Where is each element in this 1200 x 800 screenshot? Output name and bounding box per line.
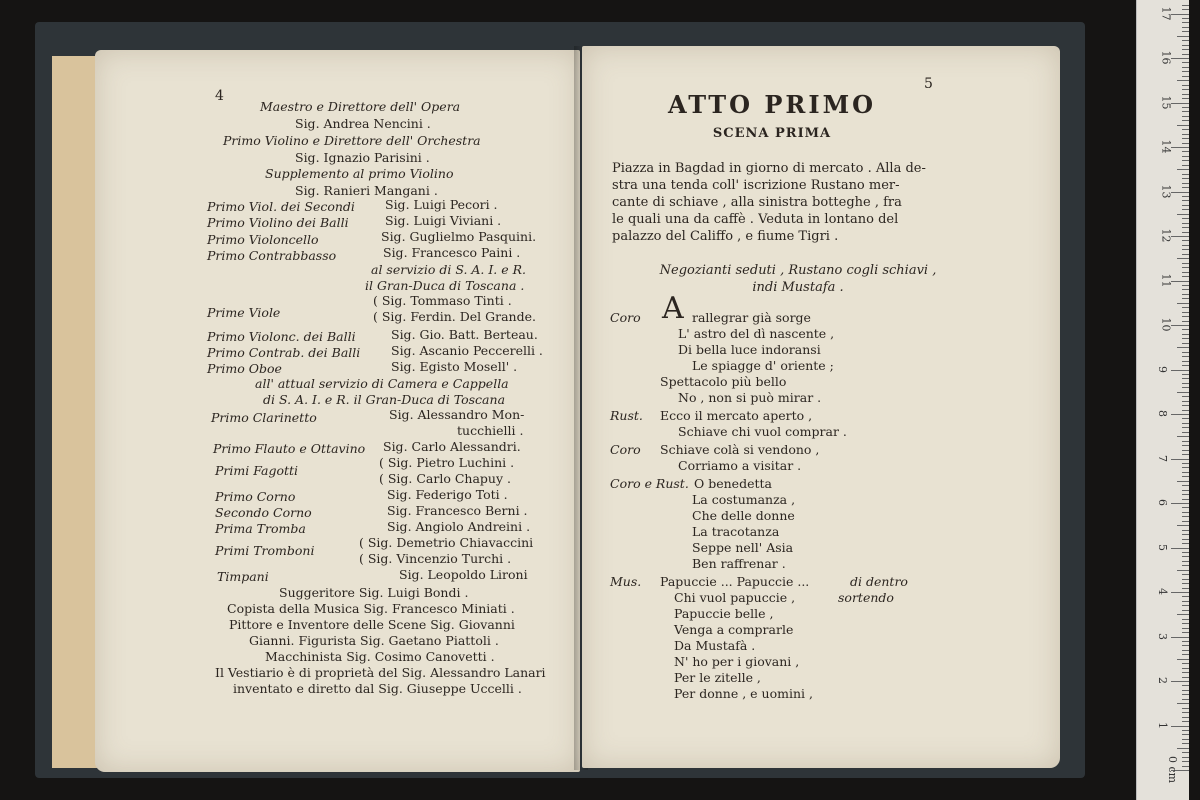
ruler-label: 14 (1159, 139, 1173, 154)
ruler-tick (1171, 503, 1189, 504)
verse-line: N' ho per i giovani , (674, 654, 800, 669)
verse-line: rallegrar già sorge (692, 310, 811, 325)
ruler-tick (1182, 427, 1189, 428)
ruler-tick (1182, 200, 1189, 201)
ruler-tick (1182, 107, 1189, 108)
stage-note: sortendo (838, 590, 894, 605)
ruler-tick (1171, 414, 1189, 415)
speaker: Mus. (610, 574, 642, 589)
ruler-tick (1182, 71, 1189, 72)
ruler-tick (1182, 312, 1189, 313)
ruler-tick (1182, 445, 1189, 446)
verse-line: Schiave chi vuol comprar . (678, 424, 847, 439)
ruler-tick (1182, 187, 1189, 188)
ruler-tick (1182, 694, 1189, 695)
ruler-tick (1182, 583, 1189, 584)
verse-line: Schiave colà si vendono , (660, 442, 820, 457)
ruler-tick (1171, 548, 1189, 549)
ruler-tick (1182, 232, 1189, 233)
role-label: Timpani (217, 569, 269, 584)
verse-line: Chi vuol papuccie , (674, 590, 796, 605)
role-name: ( Sig. Carlo Chapuy . (379, 471, 511, 486)
ruler-tick (1182, 739, 1189, 740)
header-line: Sig. Ranieri Mangani . (295, 183, 438, 198)
ruler-tick (1182, 668, 1189, 669)
ruler-tick (1182, 418, 1189, 419)
role-label: Primo Flauto e Ottavino (213, 441, 366, 456)
ruler-tick (1182, 267, 1189, 268)
header-line: Sig. Ignazio Parisini . (295, 150, 430, 165)
ruler-tick (1182, 205, 1189, 206)
ruler-tick (1182, 76, 1189, 77)
verse-line: No , non si può mirar . (678, 390, 822, 405)
ruler-tick (1177, 36, 1189, 37)
ruler-tick (1182, 677, 1189, 678)
credit-line: Il Vestiario è di proprietà del Sig. Alessandro Lanari (215, 665, 546, 680)
verse-line: Che delle donne (692, 508, 795, 523)
role-label: Primo Contrabbasso (207, 248, 337, 263)
ruler-label: 12 (1159, 228, 1173, 243)
ruler-tick (1177, 748, 1189, 749)
role-name: Sig. Luigi Viviani . (385, 213, 502, 228)
ruler-tick (1171, 236, 1189, 237)
ruler-tick (1171, 58, 1189, 59)
ruler-tick (1182, 120, 1189, 121)
ruler-label: 13 (1159, 184, 1173, 198)
ruler-tick (1182, 752, 1189, 753)
ruler-tick (1177, 570, 1189, 571)
ruler-tick (1177, 392, 1189, 393)
verse-line: Venga a comprarle (674, 622, 794, 637)
ruler-tick (1182, 196, 1189, 197)
ruler-label: 1 (1156, 721, 1169, 729)
ruler-tick (1182, 227, 1189, 228)
ruler-tick (1182, 289, 1189, 290)
role-label: Primo Violoncello (207, 232, 319, 247)
ruler-tick (1182, 223, 1189, 224)
ruler-tick (1182, 494, 1189, 495)
ruler-tick (1182, 298, 1189, 299)
role-label: Primo Contrab. dei Balli (207, 345, 361, 360)
ruler-tick (1182, 654, 1189, 655)
ruler-tick (1171, 192, 1189, 193)
role-name: Sig. Leopoldo Lironi (399, 567, 528, 582)
ruler-tick (1171, 637, 1189, 638)
ruler-tick (1182, 174, 1189, 175)
ruler-tick (1182, 423, 1189, 424)
scene-description (612, 160, 950, 245)
ruler-tick (1182, 143, 1189, 144)
role-name: ( Sig. Pietro Luchini . (379, 455, 515, 470)
speaker: Coro (610, 310, 641, 325)
verse-line: La costumanza , (692, 492, 796, 507)
ruler-tick (1182, 450, 1189, 451)
verse-line: L' astro del dì nascente , (678, 326, 835, 341)
ruler-tick (1182, 209, 1189, 210)
ruler-label: 4 (1156, 588, 1169, 595)
role-label: Secondo Corno (215, 505, 312, 520)
ruler-tick (1182, 178, 1189, 179)
ruler-tick (1182, 743, 1189, 744)
ruler-tick (1182, 766, 1189, 767)
role-label: Primi Tromboni (215, 543, 315, 558)
role-name: ( Sig. Demetrio Chiavaccini (359, 535, 534, 550)
ruler-tick (1182, 383, 1189, 384)
ruler-tick (1182, 601, 1189, 602)
role-label: Primo Corno (215, 489, 296, 504)
ruler-tick (1182, 387, 1189, 388)
verse-line: La tracotanza (692, 524, 780, 539)
ruler-tick (1182, 316, 1189, 317)
ruler-tick (1182, 276, 1189, 277)
ruler-tick (1182, 490, 1189, 491)
ruler-tick (1171, 103, 1189, 104)
stage-direction-line: indi Mustafa . (752, 280, 844, 295)
ruler-tick (1177, 303, 1189, 304)
ruler-tick (1182, 454, 1189, 455)
ruler-tick (1177, 214, 1189, 215)
ruler-tick (1182, 94, 1189, 95)
act-title: ATTO PRIMO (667, 90, 877, 119)
speaker: Rust. (610, 408, 643, 423)
ruler-tick (1182, 521, 1189, 522)
ruler-tick (1182, 18, 1189, 19)
description-line: Piazza in Bagdad in giorno di mercato . Alla de- (612, 161, 926, 176)
speaker: Coro (610, 442, 641, 457)
role-name: Sig. Angiolo Andreini . (387, 519, 531, 534)
ruler-tick (1177, 659, 1189, 660)
ruler-label: 6 (1156, 499, 1169, 506)
ruler-tick (1182, 699, 1189, 700)
ruler-tick (1182, 690, 1189, 691)
ruler-tick (1182, 734, 1189, 735)
ruler-tick (1182, 321, 1189, 322)
ruler-tick (1182, 374, 1189, 375)
ruler-tick (1182, 134, 1189, 135)
verse-line: Seppe nell' Asia (692, 540, 794, 555)
role-name: Sig. Carlo Alessandri. (383, 439, 521, 454)
ruler-tick (1171, 681, 1189, 682)
role-label: Primi Fagotti (215, 463, 299, 478)
ruler-tick (1182, 245, 1189, 246)
role-label: Prima Tromba (215, 521, 306, 536)
role-label: Primo Clarinetto (211, 410, 317, 425)
ruler-label: 2 (1156, 677, 1169, 684)
stage-note: di dentro (850, 574, 908, 589)
ruler-tick (1182, 378, 1189, 379)
ruler-tick (1182, 183, 1189, 184)
role-name: Sig. Egisto Mosell' . (391, 359, 518, 374)
description-line: cante di schiave , alla sinistra botteghe , fra (612, 195, 902, 210)
ruler-tick (1182, 365, 1189, 366)
role-label: Primo Violonc. dei Balli (207, 329, 356, 344)
verse-line: Le spiagge d' oriente ; (692, 358, 834, 373)
ruler-tick (1171, 14, 1189, 15)
credit-line: Suggeritore Sig. Luigi Bondi . (279, 585, 469, 600)
ruler-tick (1177, 80, 1189, 81)
ruler-tick (1182, 160, 1189, 161)
ruler-tick (1182, 463, 1189, 464)
ruler-tick (1182, 129, 1189, 130)
ruler-tick (1177, 481, 1189, 482)
ruler-tick (1182, 534, 1189, 535)
ruler-tick (1182, 285, 1189, 286)
ruler-tick (1182, 272, 1189, 273)
ruler-label: 5 (1156, 543, 1169, 551)
ruler-label: 17 (1159, 6, 1173, 20)
ruler-tick (1182, 338, 1189, 339)
ruler-tick (1182, 329, 1189, 330)
verse-line: Papuccie belle , (674, 606, 774, 621)
measuring-ruler (1136, 0, 1189, 800)
ruler-tick (1171, 147, 1189, 148)
ruler-tick (1182, 294, 1189, 295)
ruler-tick (1182, 730, 1189, 731)
ruler-label: 9 (1156, 365, 1169, 373)
ruler-tick (1182, 40, 1189, 41)
ruler-tick (1182, 650, 1189, 651)
ruler-tick (1182, 685, 1189, 686)
ruler-tick (1182, 240, 1189, 241)
ruler-tick (1177, 169, 1189, 170)
ruler-tick (1182, 610, 1189, 611)
ruler-tick (1182, 307, 1189, 308)
ruler-tick (1182, 396, 1189, 397)
ruler-tick (1182, 565, 1189, 566)
ruler-tick (1182, 263, 1189, 264)
ruler-tick (1182, 552, 1189, 553)
ruler-tick (1182, 116, 1189, 117)
stage-direction-line: Negozianti seduti , Rustano cogli schiavi , (659, 263, 937, 278)
credit-line: Pittore e Inventore delle Scene Sig. Giovanni (229, 617, 515, 632)
ruler-label: 3 (1156, 632, 1169, 640)
ruler-tick (1182, 516, 1189, 517)
header-line: Supplemento al primo Violino (265, 166, 454, 181)
ruler-tick (1182, 54, 1189, 55)
ruler-tick (1182, 588, 1189, 589)
ruler-tick (1182, 579, 1189, 580)
ruler-tick (1182, 619, 1189, 620)
role-name: tucchielli . (457, 423, 524, 438)
verse-line: Papuccie ... Papuccie ... (660, 574, 810, 589)
ruler-label: 7 (1156, 454, 1169, 462)
ruler-tick (1182, 85, 1189, 86)
role-note: all' attual servizio di Camera e Cappella (255, 376, 509, 391)
ruler-tick (1182, 512, 1189, 513)
description-line: le quali una da caffè . Veduta in lontano del (612, 212, 899, 227)
ruler-tick (1182, 22, 1189, 23)
ruler-tick (1177, 258, 1189, 259)
verse-line: Ben raffrenar . (692, 556, 786, 571)
ruler-tick (1182, 441, 1189, 442)
ruler-tick (1182, 98, 1189, 99)
role-name: Sig. Luigi Pecori . (385, 197, 498, 212)
role-name: Sig. Ascanio Peccerelli . (391, 343, 543, 358)
ruler-tick (1171, 592, 1189, 593)
verse-line: Da Mustafà . (674, 638, 756, 653)
ruler-tick (1182, 45, 1189, 46)
ruler-tick (1182, 663, 1189, 664)
ruler-tick (1171, 281, 1189, 282)
ruler-tick (1182, 361, 1189, 362)
verse-line: O benedetta (694, 476, 772, 491)
ruler-tick (1182, 543, 1189, 544)
ruler-tick (1182, 499, 1189, 500)
ruler-label: 8 (1156, 410, 1169, 417)
role-name: Sig. Alessandro Mon- (389, 407, 525, 422)
role-name: Sig. Gio. Batt. Berteau. (391, 327, 538, 342)
ruler-tick (1182, 467, 1189, 468)
ruler-tick (1182, 334, 1189, 335)
ruler-tick (1182, 708, 1189, 709)
ruler-tick (1171, 726, 1189, 727)
right-page (582, 46, 1060, 768)
verse-line: Per le zitelle , (674, 670, 761, 685)
ruler-tick (1182, 356, 1189, 357)
role-note: il Gran-Duca di Toscana . (365, 278, 525, 293)
credit-line: inventato e diretto dal Sig. Giuseppe Uccelli . (233, 681, 522, 696)
ruler-tick (1182, 432, 1189, 433)
ruler-tick (1182, 721, 1189, 722)
ruler-tick (1182, 254, 1189, 255)
ruler-tick (1182, 156, 1189, 157)
ruler-tick (1182, 352, 1189, 353)
ruler-tick (1182, 539, 1189, 540)
ruler-tick (1182, 574, 1189, 575)
role-name: Sig. Federigo Toti . (387, 487, 508, 502)
page-number-left: 4 (215, 88, 224, 104)
ruler-tick (1171, 459, 1189, 460)
role-label: Primo Viol. dei Secondi (207, 199, 355, 214)
ruler-tick (1182, 712, 1189, 713)
ruler-tick (1182, 9, 1189, 10)
description-line: stra una tenda coll' iscrizione Rustano mer- (612, 178, 900, 193)
ruler-label: 0 cm (1166, 755, 1180, 784)
credit-line: Copista della Musica Sig. Francesco Miniati . (227, 601, 515, 616)
ruler-tick (1177, 703, 1189, 704)
ruler-tick (1182, 151, 1189, 152)
ruler-tick (1182, 405, 1189, 406)
ruler-tick (1182, 343, 1189, 344)
ruler-tick (1182, 596, 1189, 597)
role-label: Primo Oboe (207, 361, 282, 376)
ruler-tick (1182, 623, 1189, 624)
ruler-tick (1182, 138, 1189, 139)
ruler-tick (1171, 325, 1189, 326)
header-line: Sig. Andrea Nencini . (295, 116, 431, 131)
speaker: Coro e Rust. (610, 476, 689, 491)
ruler-tick (1182, 410, 1189, 411)
ruler-tick (1182, 605, 1189, 606)
role-label: Prime Viole (207, 305, 281, 320)
ruler-tick (1182, 49, 1189, 50)
ruler-tick (1182, 757, 1189, 758)
verse-line: Di bella luce indoransi (678, 342, 821, 357)
ruler-tick (1182, 632, 1189, 633)
ruler-tick (1182, 561, 1189, 562)
ruler-label: 15 (1159, 95, 1173, 109)
ruler-tick (1182, 27, 1189, 28)
ruler-tick (1182, 645, 1189, 646)
page-number-right: 5 (924, 76, 933, 92)
ruler-tick (1182, 401, 1189, 402)
ruler-tick (1177, 347, 1189, 348)
ruler-tick (1182, 31, 1189, 32)
ruler-tick (1182, 530, 1189, 531)
ruler-tick (1182, 165, 1189, 166)
role-name: ( Sig. Ferdin. Del Grande. (373, 309, 536, 324)
ruler-tick (1182, 485, 1189, 486)
ruler-tick (1182, 218, 1189, 219)
ruler-tick (1182, 476, 1189, 477)
ruler-tick (1182, 89, 1189, 90)
role-name: Sig. Francesco Paini . (383, 245, 521, 260)
ruler-tick (1182, 5, 1189, 6)
role-name: ( Sig. Tommaso Tinti . (373, 293, 512, 308)
verse-line: Corriamo a visitar . (678, 458, 802, 473)
role-name: Sig. Francesco Berni . (387, 503, 528, 518)
verse-line: Per donne , e uomini , (674, 686, 813, 701)
ruler-tick (1171, 370, 1189, 371)
ruler-tick (1177, 525, 1189, 526)
ruler-tick (1182, 472, 1189, 473)
ruler-tick (1177, 125, 1189, 126)
ruler-tick (1182, 641, 1189, 642)
role-name: ( Sig. Vincenzio Turchi . (359, 551, 512, 566)
header-line: Primo Violino e Direttore dell' Orchestra (223, 133, 481, 148)
ruler-tick (1182, 761, 1189, 762)
ruler-tick (1182, 249, 1189, 250)
ruler-tick (1182, 507, 1189, 508)
ruler-tick (1182, 111, 1189, 112)
ruler-tick (1182, 556, 1189, 557)
verse-line: Ecco il mercato aperto , (660, 408, 813, 423)
ruler-tick (1182, 67, 1189, 68)
drop-cap: A (662, 291, 684, 326)
role-name: Sig. Guglielmo Pasquini. (381, 229, 537, 244)
ruler-tick (1182, 672, 1189, 673)
header-line: Maestro e Direttore dell' Opera (260, 99, 461, 114)
ruler-label: 10 (1159, 317, 1173, 332)
ruler-tick (1182, 628, 1189, 629)
ruler-tick (1182, 717, 1189, 718)
scene-title: SCENA PRIMA (712, 126, 832, 141)
ruler-label: 11 (1159, 273, 1173, 287)
left-page (95, 50, 580, 772)
description-line: palazzo del Califfo , e fiume Tigri . (612, 229, 839, 244)
credit-line: Gianni. Figurista Sig. Gaetano Piattoli . (249, 633, 499, 648)
verse-line: Spettacolo più bello (660, 374, 787, 389)
role-note: al servizio di S. A. I. e R. (371, 262, 527, 277)
credit-line: Macchinista Sig. Cosimo Canovetti . (265, 649, 495, 664)
role-label: Primo Violino dei Balli (207, 215, 349, 230)
ruler-tick (1177, 614, 1189, 615)
ruler-tick (1182, 62, 1189, 63)
role-note: di S. A. I. e R. il Gran-Duca di Toscana (263, 392, 506, 407)
ruler-tick (1177, 436, 1189, 437)
ruler-label: 16 (1159, 50, 1173, 65)
